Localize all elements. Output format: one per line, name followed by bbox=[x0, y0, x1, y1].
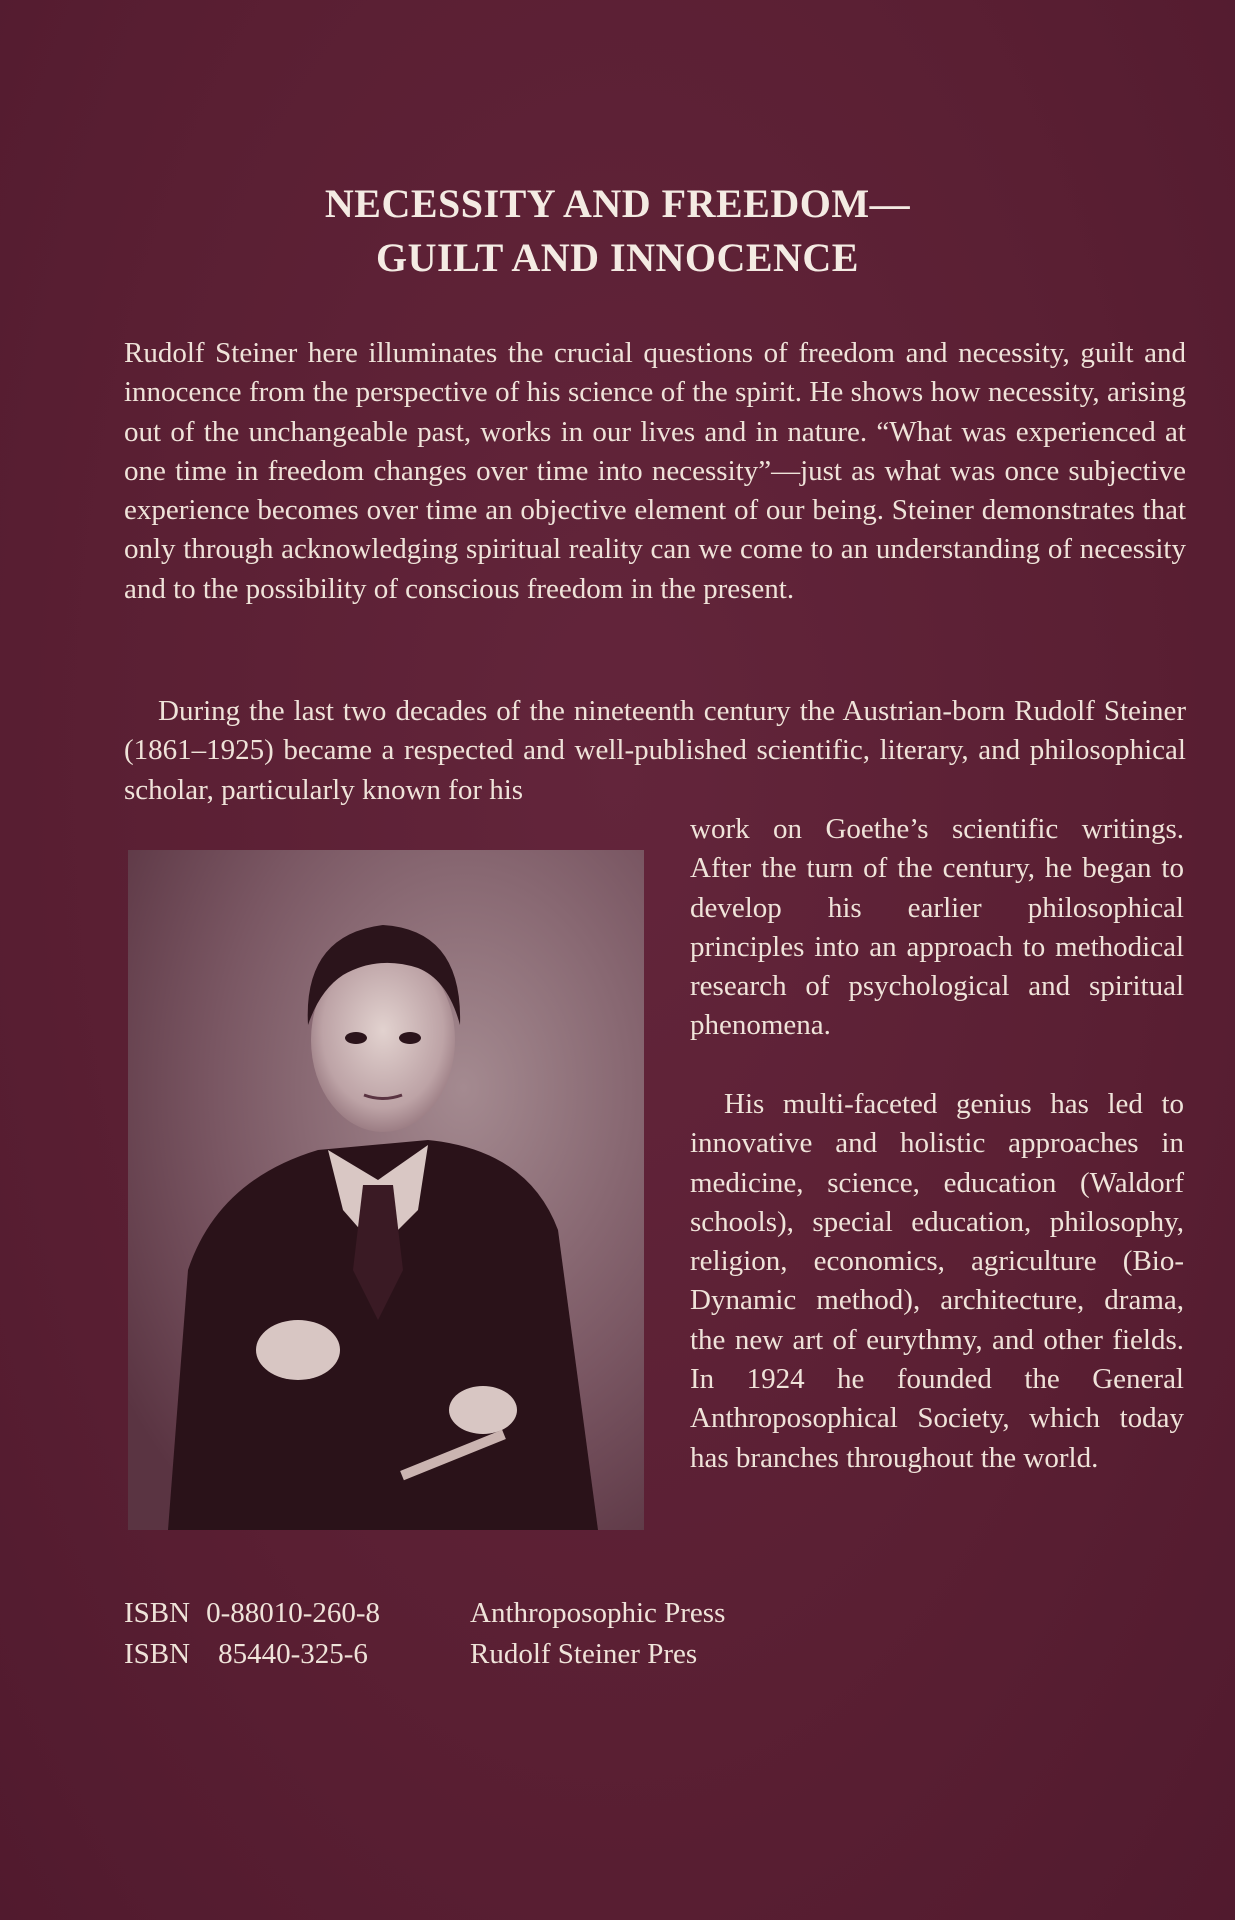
bio-paragraph-side-2: His multi-faceted genius has led to innovative and holistic approaches in medicine, science, education (Waldorf schools), special education, philosophy, religion, economics, agriculture (Bio-Dynamic method), architecture, drama, the new art of eurythmy, and other fields. In 1924 he founded the General Anthroposophical Society, which today has branches throughout the world. bbox=[690, 1088, 1184, 1474]
bio-paragraph-wide: During the last two decades of the nineteenth century the Austrian-born Rudolf Steiner (1861–1925) became a respected and well-published scientific, literary, and philosophical scholar, particularly known for his bbox=[124, 695, 1186, 806]
isbn-number: 85440-325-6 bbox=[218, 1638, 368, 1670]
isbn-line-1 bbox=[124, 1597, 380, 1630]
book-title-line-2: GUILT AND INNOCENCE bbox=[376, 235, 859, 280]
intro-paragraph: Rudolf Steiner here illuminates the crucial questions of freedom and necessity, guilt and innocence from the perspective of his science of the spirit. He shows how necessity, arising out of the unchangeable past, works in our lives and in nature. “What was experienced at one time in freedom changes over time into necessity”—just as what was once subjective experience becomes over time an objective element of our being. Steiner demonstrates that only through acknowledging spiritual reality can we come to an understanding of necessity and to the possibility of conscious freedom in the present. bbox=[124, 337, 1186, 605]
publisher-2: Rudolf Steiner Pres bbox=[470, 1638, 698, 1670]
isbn-number: 0-88010-260-8 bbox=[206, 1597, 381, 1629]
bio-paragraph-side-1: work on Goethe’s scientific writings. After the turn of the century, he began to develop his earlier philosophical principles into an approach to methodical research of psychological and spiritual phenomena. bbox=[690, 813, 1184, 1042]
publisher-1: Anthroposophic Press bbox=[470, 1597, 726, 1629]
isbn-label: ISBN bbox=[124, 1638, 191, 1670]
isbn-label: ISBN bbox=[124, 1597, 191, 1629]
book-title-line-1: NECESSITY AND FREEDOM— bbox=[324, 181, 911, 226]
author-portrait-photo bbox=[128, 850, 644, 1530]
isbn-line-2 bbox=[124, 1638, 368, 1671]
